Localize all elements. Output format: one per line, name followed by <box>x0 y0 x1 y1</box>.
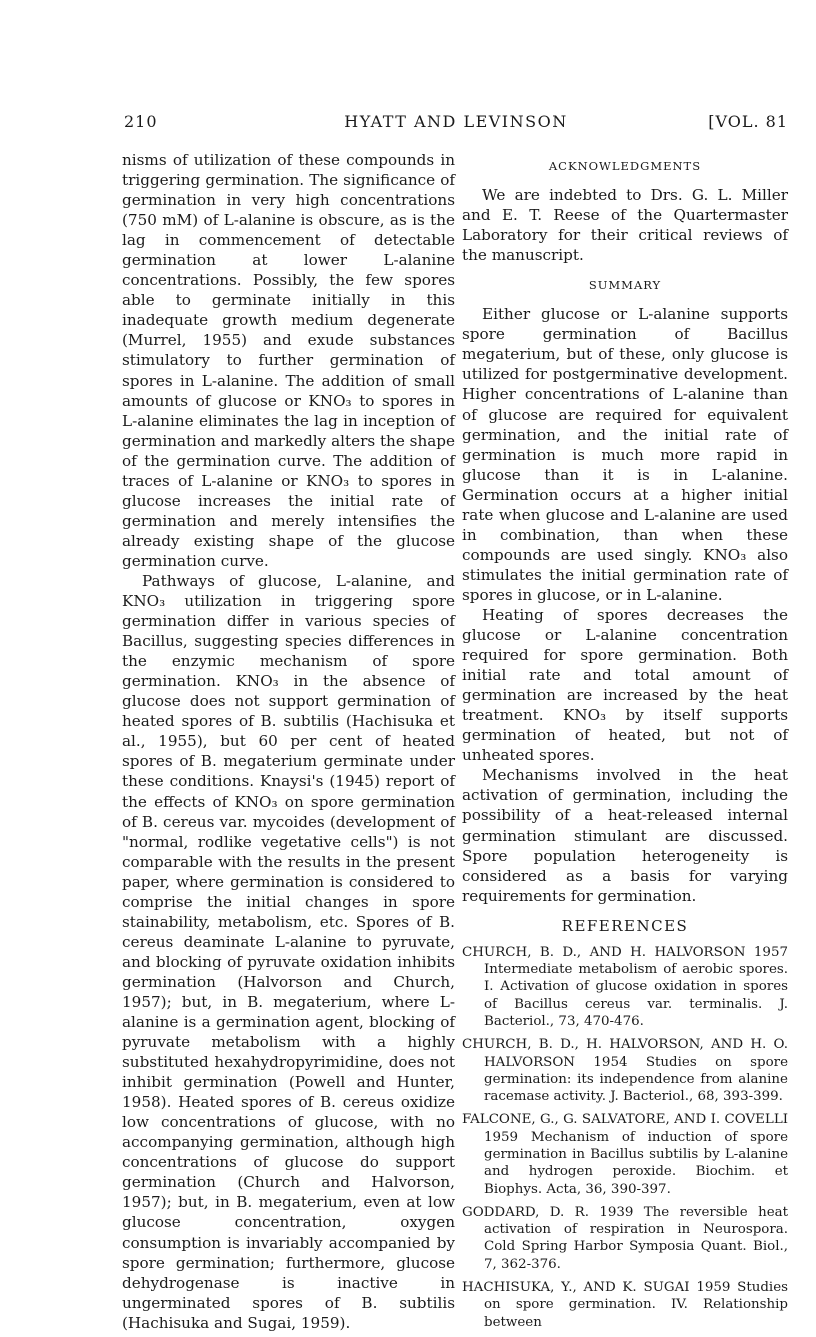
summary-paragraph: Heating of spores decreases the glucose or L-alanine concentration required for spore germination. Both initial rate and total amount of germination are increased by the heat treatment. KNO₃ by itself supports germination of heated, but not of unheated spores. <box>462 605 788 765</box>
volume-label: [VOL. 81 <box>708 112 788 131</box>
reference-item: FALCONE, G., G. SALVATORE, AND I. COVELLI 1959 Mechanism of induction of spore germination in Bacillus subtilis by L-alanine and hydrogen peroxide. Biochim. et Biophys. Acta, 36, 390-397. <box>462 1112 788 1197</box>
references-heading: REFERENCES <box>561 916 689 935</box>
running-header <box>124 112 788 136</box>
reference-item: HACHISUKA, Y., AND K. SUGAI 1959 Studies on spore germination. IV. Relationship between <box>462 1280 788 1330</box>
summary-paragraph: Either glucose or L-alanine supports spore germination of Bacillus megaterium, but of these, only glucose is utilized for postgerminative development. Higher concentrations of L-alanine than of glucose are required for equivalent germination, and the initial rate of germination is much more rapid in glucose than it is in L-alanine. Germination occurs at a higher initial rate when glucose and L-alanine are used in combination, than when these compounds are used singly. KNO₃ also stimulates the initial germination rate of spores in glucose, or in L-alanine. <box>462 305 788 604</box>
page-number: 210 <box>124 112 158 131</box>
reference-list <box>462 944 788 1331</box>
discussion-paragraph-1: nisms of utilization of these compounds in triggering germination. The significance of germination in very high concentrations (750 mM) of L-alanine is obscure, as is the lag in commencement of detectable germination at lower L-alanine concentrations. Possibly, the few spores able to germinate initially in this inadequate growth medium degenerate (Murrel, 1955) and exude substances stimulatory to further germination of spores in L-alanine. The addition of small amounts of glucose or KNO₃ to spores in L-alanine eliminates the lag in inception of germination and markedly alters the shape of the germination curve. The addition of traces of L-alanine or KNO₃ to spores in glucose increases the initial rate of germination and merely intensifies the already existing shape of the glucose germination curve. <box>122 151 455 570</box>
acknowledgments-text: We are indebted to Drs. G. L. Miller and E. T. Reese of the Quartermaster Laboratory for their critical reviews of the manuscript. <box>462 186 788 265</box>
reference-item: GODDARD, D. R. 1939 The reversible heat activation of respiration in Neurospora. Cold Spring Harbor Symposia Quant. Biol., 7, 362-376. <box>462 1204 788 1272</box>
discussion-paragraph-2: Pathways of glucose, L-alanine, and KNO₃ utilization in triggering spore germination differ in various species of Bacillus, suggesting species differences in the enzymic mechanism of spore germination. KNO₃ in the absence of glucose does not support germination of heated spores of B. subtilis (Hachisuka et al., 1955), but 60 per cent of heated spores of B. megaterium germinate under these conditions. Knaysi's (1945) report of the effects of KNO₃ on spore germination of B. cereus var. mycoides (development of "normal, rodlike vegetative cells") is not comparable with the results in the present paper, where germination is considered to comprise the initial changes in spore stainability, metabolism, etc. Spores of B. cereus deaminate L-alanine to pyruvate, and blocking of pyruvate oxidation inhibits germination (Halvorson and Church, 1957); but, in B. megaterium, where L-alanine is a germination agent, blocking of pyruvate metabolism with a highly substituted hexahydropyrimidine, does not inhibit germination (Powell and Hunter, 1958). Heated spores of B. cereus oxidize low concentrations of glucose, with no accompanying germination, although high concentrations of glucose do support germination (Church and Halvorson, 1957); but, in B. megaterium, even at low glucose concentration, oxygen consumption is invariably accompanied by spore germination; furthermore, glucose dehydrogenase is inactive in ungerminated spores of B. subtilis (Hachisuka and Sugai, 1959). <box>122 571 455 1332</box>
reference-item: CHURCH, B. D., H. HALVORSON, AND H. O. HALVORSON 1954 Studies on spore germination: its independence from alanine racemase activity. J. Bacteriol., 68, 393-399. <box>462 1037 788 1105</box>
running-title: HYATT AND LEVINSON <box>344 112 568 131</box>
left-column <box>122 150 455 1333</box>
summary-heading: SUMMARY <box>588 278 662 293</box>
reference-item: CHURCH, B. D., AND H. HALVORSON 1957 Intermediate metabolism of aerobic spores. I. Activation of glucose oxidation in spores of Bacillus cereus var. terminalis. J. Bacteriol., 73, 470-476. <box>462 944 788 1029</box>
summary-paragraph: Mechanisms involved in the heat activation of germination, including the possibility of a heat-released internal germination stimulant are discussed. Spore population heterogeneity is considered as a basis for varying requirements for germination. <box>462 766 788 905</box>
acknowledgments-heading: ACKNOWLEDGMENTS <box>548 159 702 173</box>
right-column <box>462 150 788 1337</box>
